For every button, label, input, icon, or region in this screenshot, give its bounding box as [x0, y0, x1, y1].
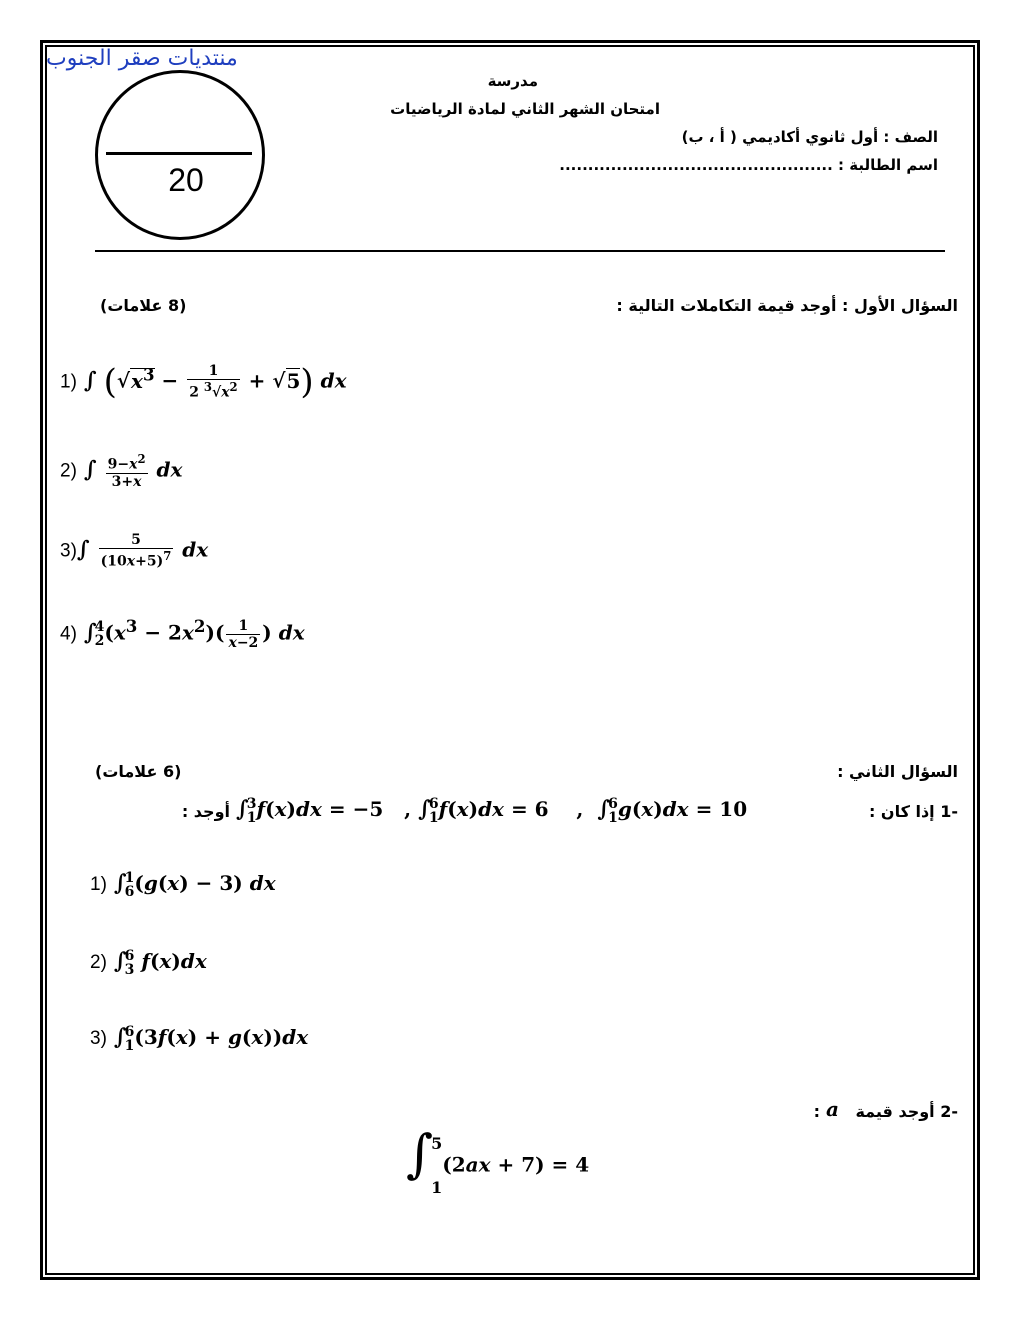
q2-item-2-number: 2) [90, 952, 107, 973]
grade-total: 20 [168, 162, 204, 198]
watermark: منتديات صقر الجنوب [46, 46, 238, 71]
grade-divider [106, 152, 252, 155]
q1-item-1: 1) ∫ ($√x^3$ − $\frac{1}{2 ^3√x^2}$ + √5) dx [60, 362, 347, 402]
school-label: مدرسة [487, 72, 538, 90]
q2-part1-given: ∫ 3 1 f(x)dx = −5 , ∫ 6 1 f(x)dx = 6 , ∫ 6 1 g(x)dx = 10 [236, 795, 748, 826]
q2-part1-prefix: -1 إذا كان : [868, 802, 958, 821]
grade-circle [95, 70, 265, 240]
q2-title: السؤال الثاني : [837, 762, 958, 781]
q1-item-4: 4) ∫ 4 2 $(x^3 - 2x^2)$( $\frac{1}{x-2}$ ) dx [60, 616, 305, 651]
header-rule [95, 250, 945, 252]
exam-title: امتحان الشهر الثاني لمادة الرياضيات [390, 100, 660, 118]
q1-title: السؤال الأول : أوجد قيمة التكاملات التالية : [616, 296, 958, 315]
q1-marks: (8 علامات) [100, 296, 187, 315]
q2-part2-prefix: -2 أوجد قيمة [855, 1102, 958, 1121]
class-line: الصف : أول ثانوي أكاديمي ( أ ، ب) [681, 128, 938, 146]
q2-part2-variable: a [826, 1097, 839, 1121]
q2-item-2: 2) ∫ 6 3 f(x)dx [90, 947, 207, 978]
q2-item-3-number: 3) [90, 1028, 107, 1049]
q2-marks: (6 علامات) [95, 762, 182, 781]
q2-item-3: 3) ∫ 6 1 (3f(x) + g(x))dx [90, 1023, 309, 1054]
q1-item-1-number: 1) [60, 371, 77, 393]
q2-part2-suffix: : [813, 1102, 820, 1121]
q1-item-3-number: 3) [60, 540, 77, 562]
q1-item-4-number: 4) [60, 623, 77, 645]
q2-item-1-number: 1) [90, 874, 107, 895]
q1-item-2: 2) ∫ $\frac{9-x^2}{3+x}$ dx [60, 452, 183, 490]
student-name-line: اسم الطالبة : ................................................ [559, 156, 938, 174]
q2-part2-equation: ∫ 5 1 (2ax + 7) = 4 [406, 1124, 590, 1197]
q1-item-2-number: 2) [60, 460, 77, 482]
q1-item-3: 3)∫ $\frac{5}{(10x+5)^7}$ dx [60, 532, 209, 570]
q2-item-1: 1) ∫ 1 6 (g(x) − 3) dx [90, 869, 276, 900]
q2-part1-suffix: أوجد : [181, 802, 230, 821]
